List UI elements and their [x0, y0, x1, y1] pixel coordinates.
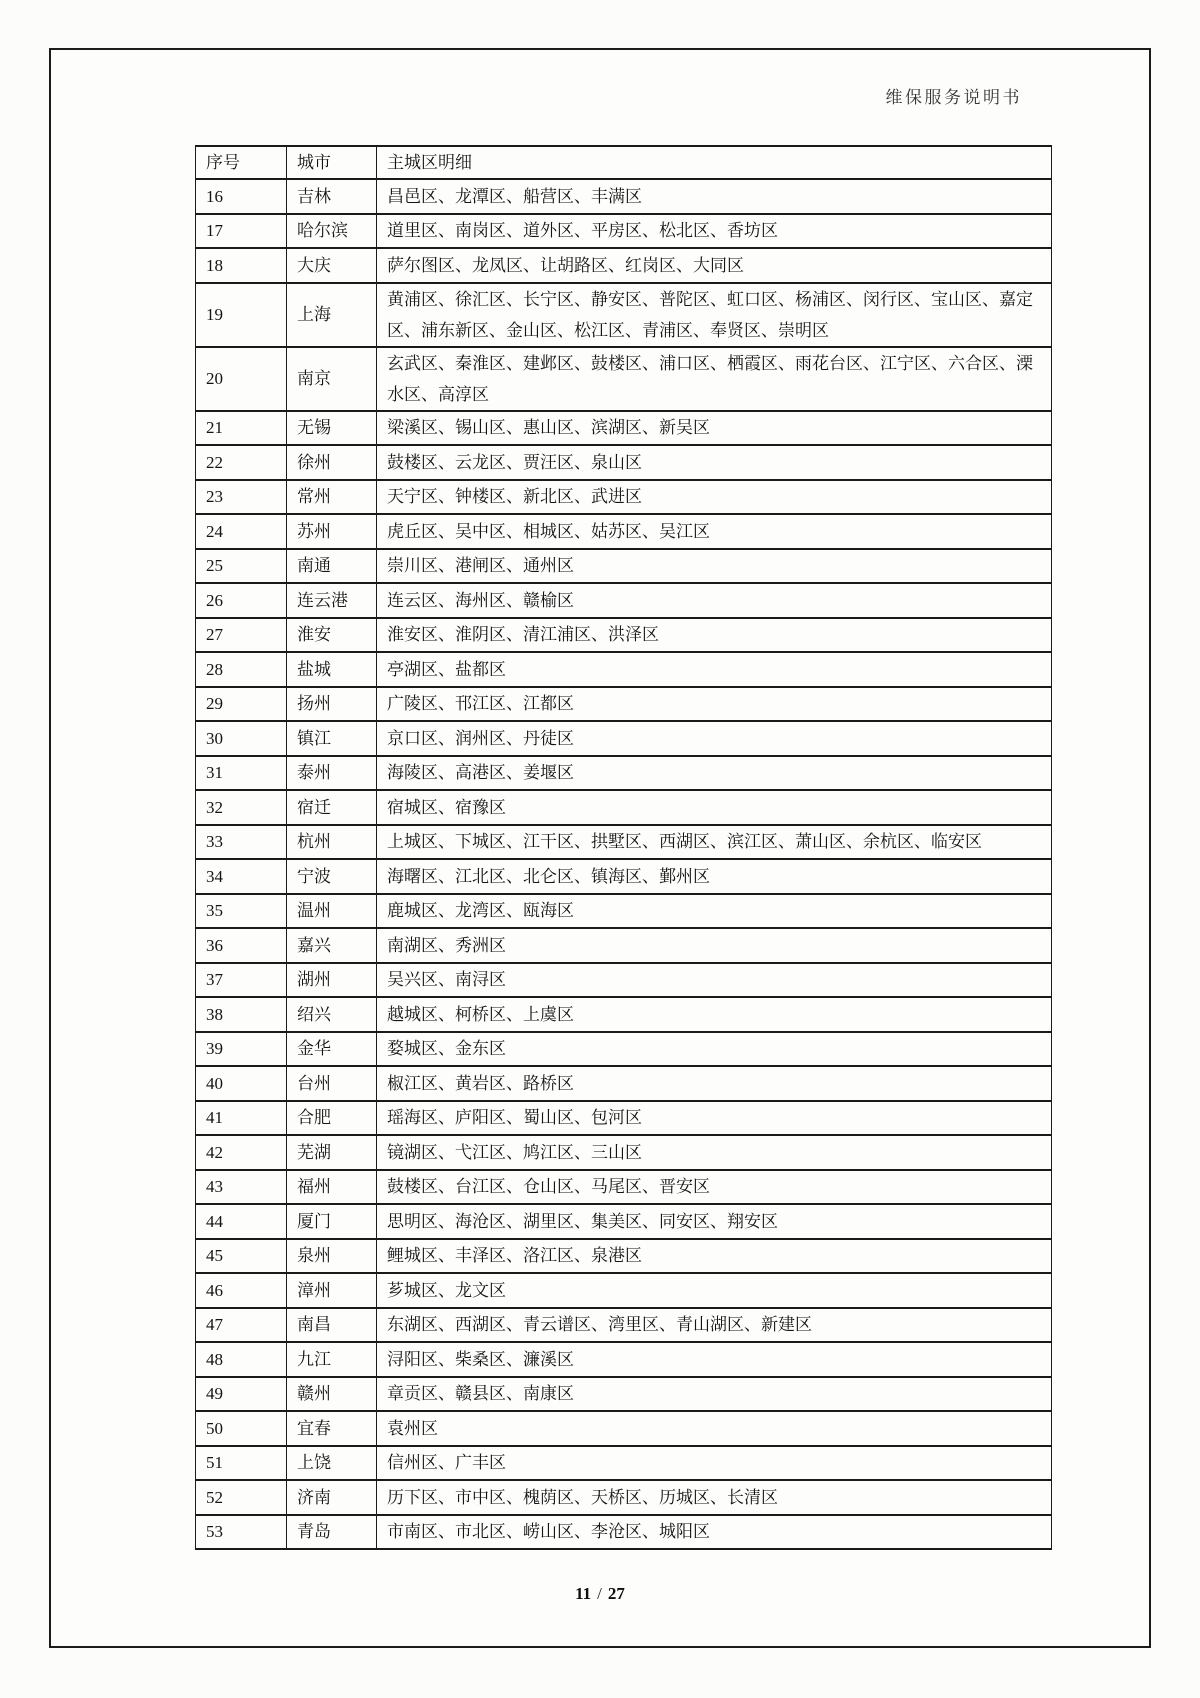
table-row: [196, 1066, 1052, 1101]
districts-cell: 天宁区、钟楼区、新北区、武进区: [377, 480, 1052, 515]
table-row: [196, 1032, 1052, 1067]
districts-cell: 芗城区、龙文区: [377, 1273, 1052, 1308]
districts-cell: 昌邑区、龙潭区、船营区、丰满区: [377, 179, 1052, 214]
page-number-separator: /: [597, 1584, 602, 1603]
row-number-cell: 46: [196, 1273, 287, 1308]
districts-cell: 京口区、润州区、丹徒区: [377, 721, 1052, 756]
row-number-cell: 31: [196, 756, 287, 791]
row-number-cell: 35: [196, 894, 287, 929]
current-page-number: 11: [575, 1584, 592, 1603]
city-cell: 上饶: [287, 1446, 377, 1481]
districts-cell: 广陵区、邗江区、江都区: [377, 687, 1052, 722]
row-number-cell: 26: [196, 583, 287, 618]
city-cell: 金华: [287, 1032, 377, 1067]
table-row: [196, 652, 1052, 687]
total-page-count: 27: [607, 1584, 625, 1603]
table-row: [196, 480, 1052, 515]
row-number-cell: 18: [196, 248, 287, 283]
districts-cell: 鲤城区、丰泽区、洛江区、泉港区: [377, 1239, 1052, 1274]
column-header-city: 城市: [287, 146, 377, 179]
row-number-cell: 49: [196, 1377, 287, 1412]
table-row: [196, 1204, 1052, 1239]
city-cell: 泉州: [287, 1239, 377, 1274]
city-cell: 常州: [287, 480, 377, 515]
city-cell: 芜湖: [287, 1135, 377, 1170]
table-row: [196, 1239, 1052, 1274]
table-row: [196, 1342, 1052, 1377]
row-number-cell: 36: [196, 928, 287, 963]
districts-cell: 东湖区、西湖区、青云谱区、湾里区、青山湖区、新建区: [377, 1308, 1052, 1343]
row-number-cell: 30: [196, 721, 287, 756]
table-row: [196, 790, 1052, 825]
districts-cell: 淮安区、淮阴区、清江浦区、洪泽区: [377, 618, 1052, 653]
city-cell: 连云港: [287, 583, 377, 618]
row-number-cell: 33: [196, 825, 287, 860]
districts-cell: 上城区、下城区、江干区、拱墅区、西湖区、滨江区、萧山区、余杭区、临安区: [377, 825, 1052, 860]
table-row: [196, 997, 1052, 1032]
table-row: [196, 1273, 1052, 1308]
table-row: [196, 1101, 1052, 1136]
row-number-cell: 42: [196, 1135, 287, 1170]
districts-cell: 信州区、广丰区: [377, 1446, 1052, 1481]
districts-cell: 萨尔图区、龙凤区、让胡路区、红岗区、大同区: [377, 248, 1052, 283]
districts-cell: 亭湖区、盐都区: [377, 652, 1052, 687]
row-number-cell: 48: [196, 1342, 287, 1377]
city-cell: 泰州: [287, 756, 377, 791]
city-cell: 扬州: [287, 687, 377, 722]
table-row: [196, 1480, 1052, 1515]
row-number-cell: 23: [196, 480, 287, 515]
row-number-cell: 16: [196, 179, 287, 214]
table-row: [196, 347, 1052, 411]
districts-cell: 南湖区、秀洲区: [377, 928, 1052, 963]
table-header-row: [196, 146, 1052, 179]
row-number-cell: 34: [196, 859, 287, 894]
row-number-cell: 40: [196, 1066, 287, 1101]
districts-cell: 海曙区、江北区、北仑区、镇海区、鄞州区: [377, 859, 1052, 894]
table-row: [196, 283, 1052, 347]
city-cell: 盐城: [287, 652, 377, 687]
row-number-cell: 24: [196, 514, 287, 549]
row-number-cell: 51: [196, 1446, 287, 1481]
city-cell: 福州: [287, 1170, 377, 1205]
table-row: [196, 445, 1052, 480]
city-cell: 上海: [287, 283, 377, 347]
column-header-districts: 主城区明细: [377, 146, 1052, 179]
city-cell: 宜春: [287, 1411, 377, 1446]
row-number-cell: 20: [196, 347, 287, 411]
districts-cell: 梁溪区、锡山区、惠山区、滨湖区、新吴区: [377, 411, 1052, 446]
table-row: [196, 1377, 1052, 1412]
table-row: [196, 928, 1052, 963]
row-number-cell: 38: [196, 997, 287, 1032]
table-row: [196, 859, 1052, 894]
row-number-cell: 32: [196, 790, 287, 825]
city-cell: 漳州: [287, 1273, 377, 1308]
table-row: [196, 618, 1052, 653]
districts-cell: 虎丘区、吴中区、相城区、姑苏区、吴江区: [377, 514, 1052, 549]
city-cell: 宁波: [287, 859, 377, 894]
row-number-cell: 28: [196, 652, 287, 687]
row-number-cell: 45: [196, 1239, 287, 1274]
page-frame: [49, 48, 1151, 1648]
table-row: [196, 248, 1052, 283]
districts-cell: 鹿城区、龙湾区、瓯海区: [377, 894, 1052, 929]
districts-cell: 思明区、海沧区、湖里区、集美区、同安区、翔安区: [377, 1204, 1052, 1239]
districts-cell: 吴兴区、南浔区: [377, 963, 1052, 998]
city-cell: 湖州: [287, 963, 377, 998]
city-cell: 南昌: [287, 1308, 377, 1343]
table-row: [196, 1170, 1052, 1205]
table-row: [196, 1446, 1052, 1481]
city-cell: 赣州: [287, 1377, 377, 1412]
table-row: [196, 179, 1052, 214]
city-cell: 厦门: [287, 1204, 377, 1239]
city-districts-table: [195, 145, 1052, 1550]
table-row: [196, 894, 1052, 929]
table-row: [196, 1515, 1052, 1550]
city-cell: 温州: [287, 894, 377, 929]
row-number-cell: 50: [196, 1411, 287, 1446]
city-cell: 绍兴: [287, 997, 377, 1032]
table-row: [196, 549, 1052, 584]
city-cell: 徐州: [287, 445, 377, 480]
city-table-body: [196, 179, 1052, 1549]
row-number-cell: 53: [196, 1515, 287, 1550]
row-number-cell: 52: [196, 1480, 287, 1515]
districts-cell: 市南区、市北区、崂山区、李沧区、城阳区: [377, 1515, 1052, 1550]
districts-cell: 瑶海区、庐阳区、蜀山区、包河区: [377, 1101, 1052, 1136]
row-number-cell: 44: [196, 1204, 287, 1239]
column-header-no: 序号: [196, 146, 287, 179]
city-cell: 嘉兴: [287, 928, 377, 963]
document-header-title: 维保服务说明书: [885, 88, 1022, 107]
districts-cell: 海陵区、高港区、姜堰区: [377, 756, 1052, 791]
row-number-cell: 25: [196, 549, 287, 584]
row-number-cell: 39: [196, 1032, 287, 1067]
city-cell: 台州: [287, 1066, 377, 1101]
city-cell: 淮安: [287, 618, 377, 653]
districts-cell: 道里区、南岗区、道外区、平房区、松北区、香坊区: [377, 214, 1052, 249]
city-cell: 无锡: [287, 411, 377, 446]
row-number-cell: 37: [196, 963, 287, 998]
table-row: [196, 825, 1052, 860]
row-number-cell: 47: [196, 1308, 287, 1343]
table-row: [196, 687, 1052, 722]
districts-cell: 椒江区、黄岩区、路桥区: [377, 1066, 1052, 1101]
districts-cell: 鼓楼区、云龙区、贾汪区、泉山区: [377, 445, 1052, 480]
city-cell: 镇江: [287, 721, 377, 756]
row-number-cell: 17: [196, 214, 287, 249]
districts-cell: 镜湖区、弋江区、鸠江区、三山区: [377, 1135, 1052, 1170]
row-number-cell: 27: [196, 618, 287, 653]
city-cell: 杭州: [287, 825, 377, 860]
city-cell: 合肥: [287, 1101, 377, 1136]
districts-cell: 玄武区、秦淮区、建邺区、鼓楼区、浦口区、栖霞区、雨花台区、江宁区、六合区、溧水区、高淳区: [377, 347, 1052, 411]
city-cell: 宿迁: [287, 790, 377, 825]
districts-cell: 浔阳区、柴桑区、濂溪区: [377, 1342, 1052, 1377]
districts-cell: 婺城区、金东区: [377, 1032, 1052, 1067]
districts-cell: 袁州区: [377, 1411, 1052, 1446]
city-cell: 哈尔滨: [287, 214, 377, 249]
row-number-cell: 21: [196, 411, 287, 446]
city-cell: 南京: [287, 347, 377, 411]
table-row: [196, 1135, 1052, 1170]
districts-cell: 章贡区、赣县区、南康区: [377, 1377, 1052, 1412]
table-header: [196, 146, 1052, 179]
table-row: [196, 1411, 1052, 1446]
row-number-cell: 43: [196, 1170, 287, 1205]
city-cell: 苏州: [287, 514, 377, 549]
row-number-cell: 19: [196, 283, 287, 347]
table-row: [196, 583, 1052, 618]
districts-cell: 越城区、柯桥区、上虞区: [377, 997, 1052, 1032]
city-cell: 九江: [287, 1342, 377, 1377]
city-cell: 青岛: [287, 1515, 377, 1550]
city-cell: 南通: [287, 549, 377, 584]
table-row: [196, 963, 1052, 998]
districts-cell: 崇川区、港闸区、通州区: [377, 549, 1052, 584]
districts-cell: 黄浦区、徐汇区、长宁区、静安区、普陀区、虹口区、杨浦区、闵行区、宝山区、嘉定区、浦东新区、金山区、松江区、青浦区、奉贤区、崇明区: [377, 283, 1052, 347]
page-number-footer: [51, 1584, 1149, 1604]
table-row: [196, 514, 1052, 549]
table-row: [196, 756, 1052, 791]
districts-cell: 宿城区、宿豫区: [377, 790, 1052, 825]
table-row: [196, 1308, 1052, 1343]
city-cell: 吉林: [287, 179, 377, 214]
districts-cell: 历下区、市中区、槐荫区、天桥区、历城区、长清区: [377, 1480, 1052, 1515]
row-number-cell: 41: [196, 1101, 287, 1136]
row-number-cell: 22: [196, 445, 287, 480]
row-number-cell: 29: [196, 687, 287, 722]
table-row: [196, 214, 1052, 249]
districts-cell: 连云区、海州区、赣榆区: [377, 583, 1052, 618]
districts-cell: 鼓楼区、台江区、仓山区、马尾区、晋安区: [377, 1170, 1052, 1205]
table-row: [196, 721, 1052, 756]
city-cell: 济南: [287, 1480, 377, 1515]
city-cell: 大庆: [287, 248, 377, 283]
table-row: [196, 411, 1052, 446]
